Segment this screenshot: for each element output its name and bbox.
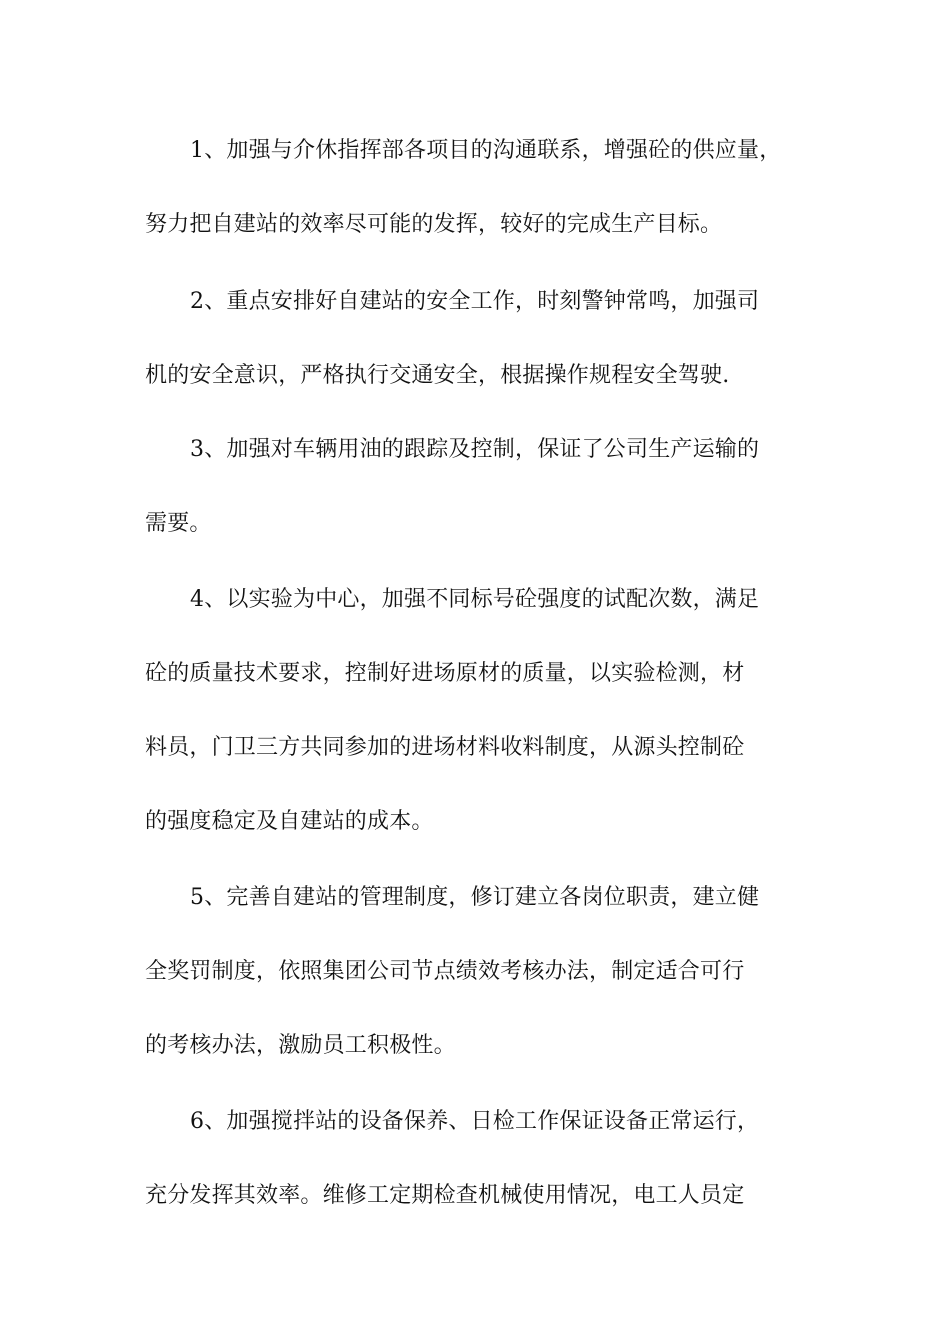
paragraph-1-line-2: 努力把自建站的效率尽可能的发挥，较好的完成生产目标。	[145, 212, 723, 237]
paragraph-3-line-2: 需要。	[145, 511, 212, 536]
paragraph-1-line-1: 1、加强与介休指挥部各项目的沟通联系，增强砼的供应量，	[190, 138, 782, 163]
paragraph-4-line-3: 料员，门卫三方共同参加的进场材料收料制度，从源头控制砼	[145, 735, 745, 760]
paragraph-3-line-1: 3、加强对车辆用油的跟踪及控制，保证了公司生产运输的	[190, 437, 760, 462]
paragraph-6-line-1: 6、加强搅拌站的设备保养、日检工作保证设备正常运行，	[190, 1109, 760, 1134]
paragraph-4-line-2: 砼的质量技术要求，控制好进场原材的质量，以实验检测，材	[145, 661, 745, 686]
paragraph-5-line-2: 全奖罚制度，依照集团公司节点绩效考核办法，制定适合可行	[145, 959, 745, 984]
paragraph-4-line-1: 4、以实验为中心，加强不同标号砼强度的试配次数，满足	[190, 587, 760, 612]
paragraph-6-line-2: 充分发挥其效率。维修工定期检查机械使用情况，电工人员定	[145, 1183, 745, 1208]
paragraph-5-line-3: 的考核办法，激励员工积极性。	[145, 1033, 456, 1058]
paragraph-2-line-1: 2、重点安排好自建站的安全工作，时刻警钟常鸣，加强司	[190, 289, 760, 314]
paragraph-5-line-1: 5、完善自建站的管理制度，修订建立各岗位职责，建立健	[190, 885, 760, 910]
paragraph-4-line-4: 的强度稳定及自建站的成本。	[145, 809, 434, 834]
paragraph-2-line-2: 机的安全意识，严格执行交通安全，根据操作规程安全驾驶.	[145, 363, 730, 388]
